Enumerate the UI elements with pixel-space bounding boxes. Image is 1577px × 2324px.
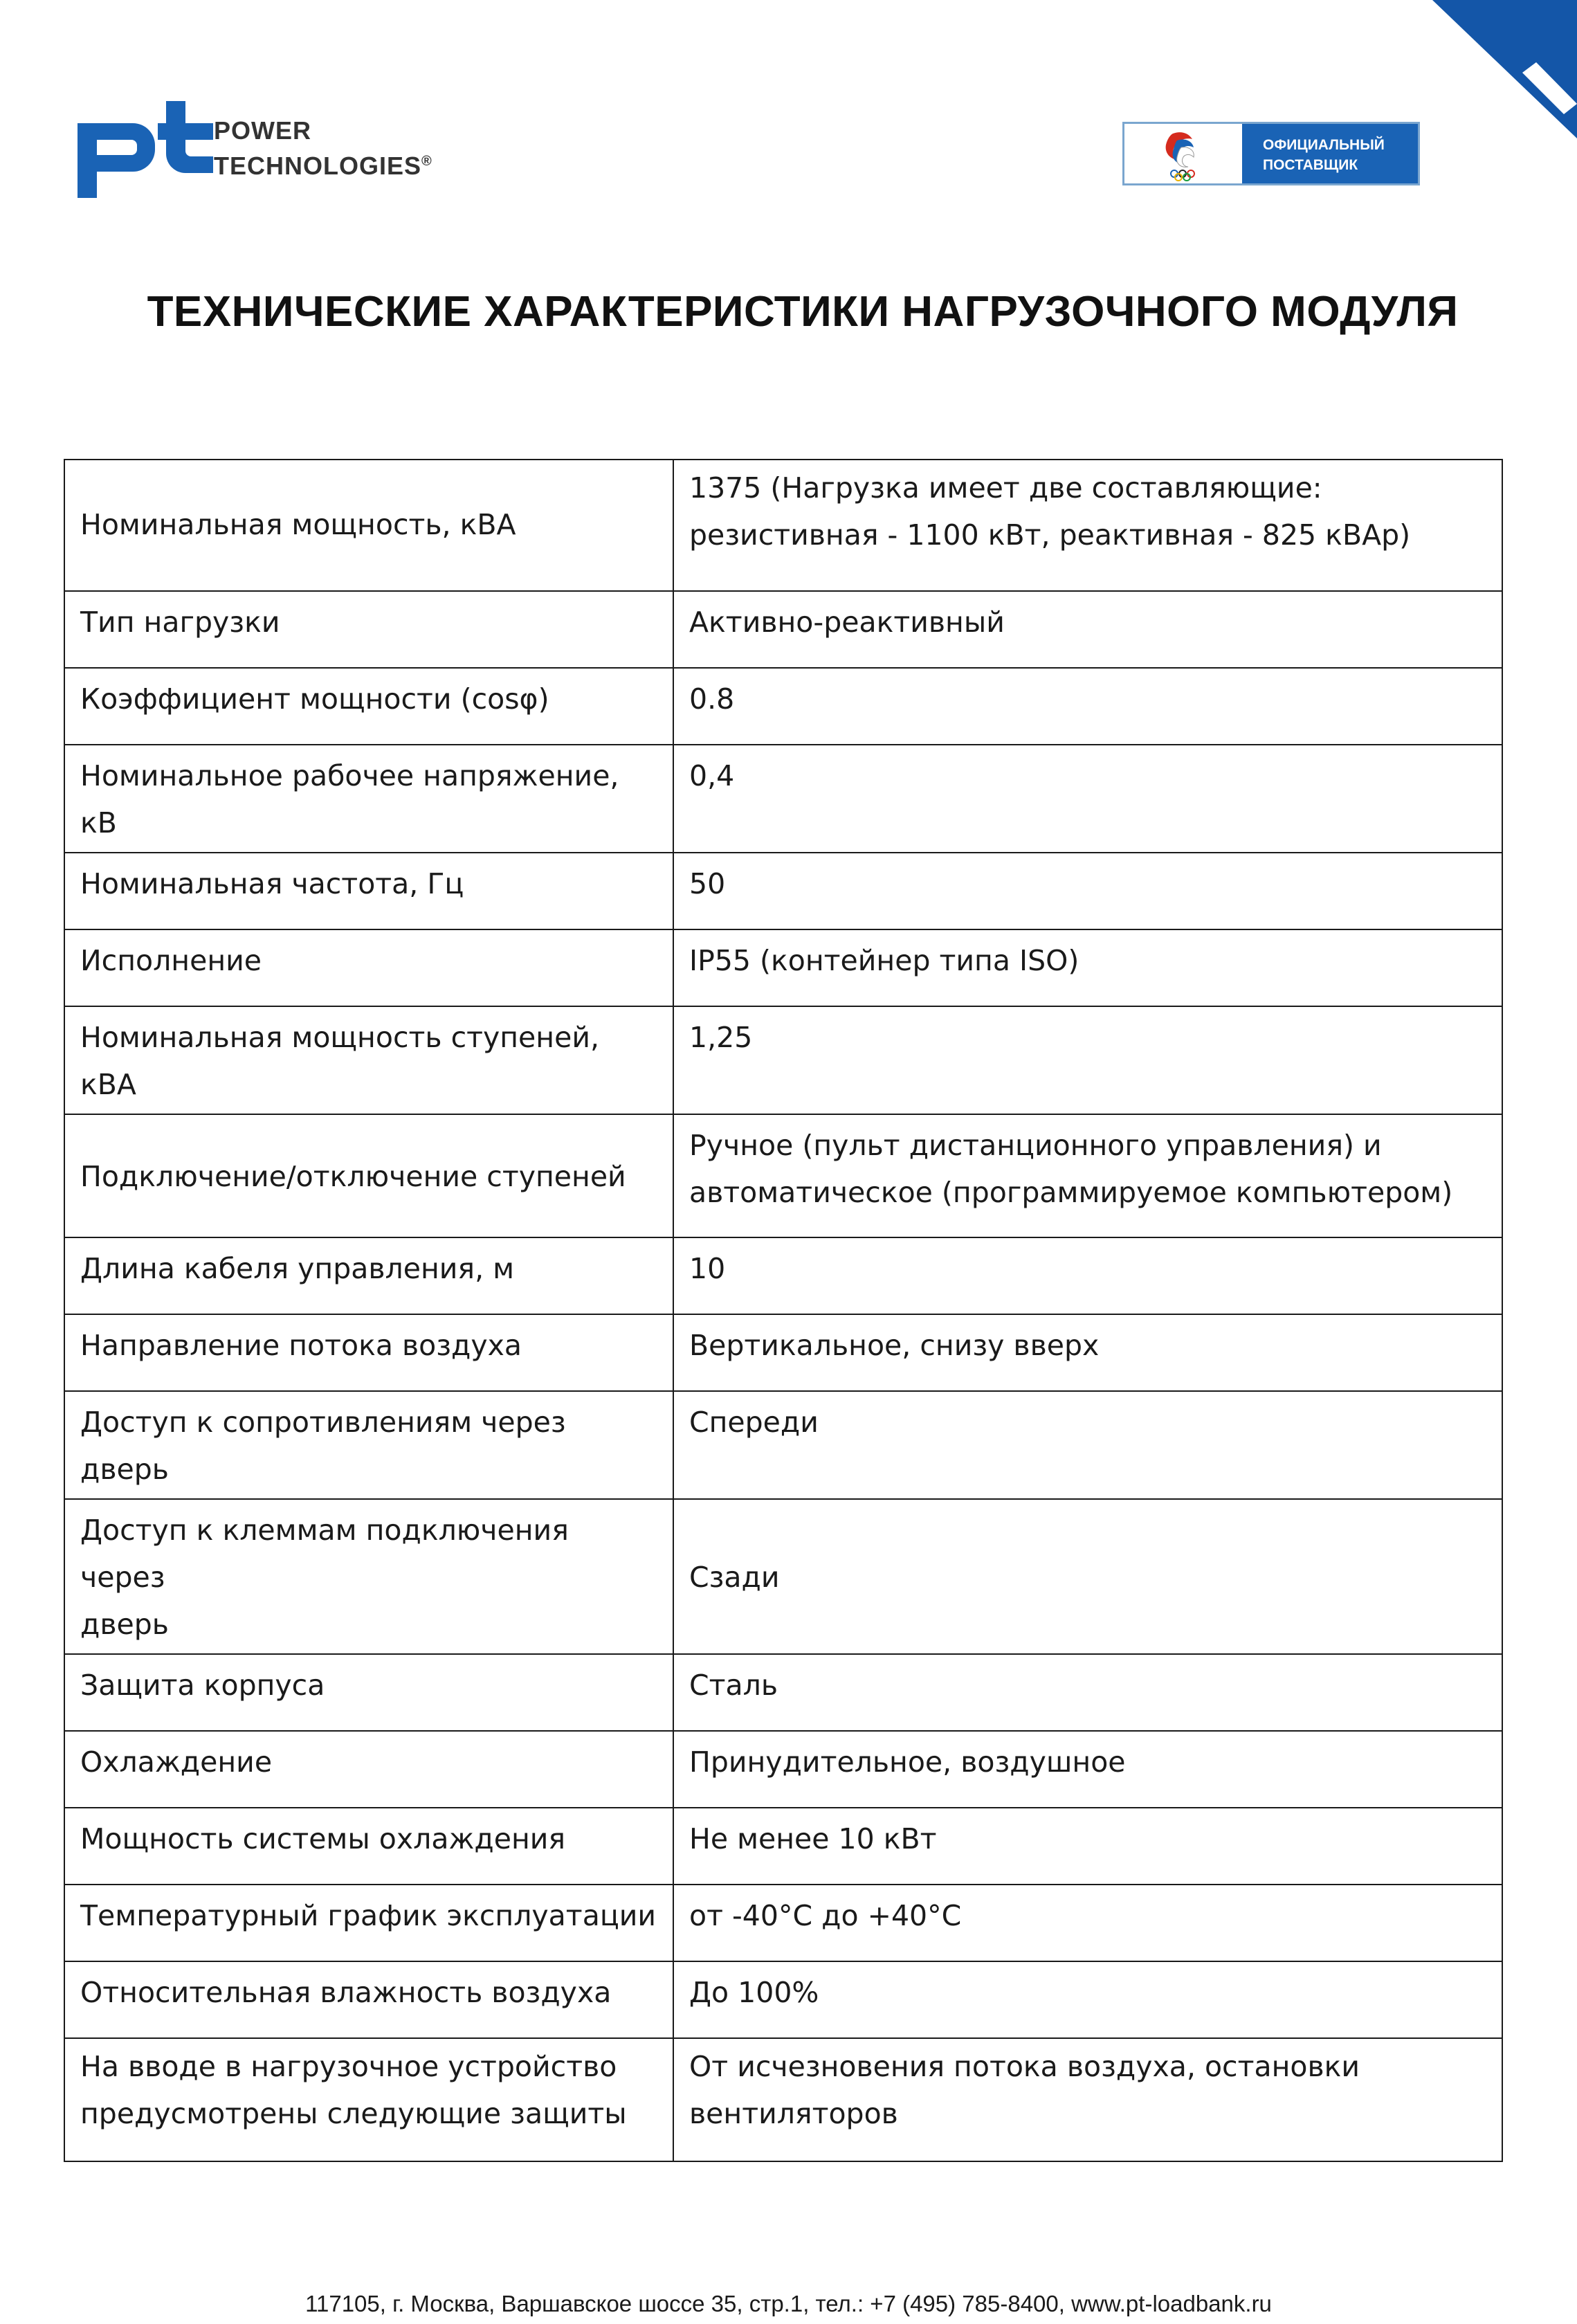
value-cell: 1,25: [673, 1006, 1502, 1114]
param-cell: Доступ к сопротивлениям через дверь: [64, 1391, 673, 1499]
table-row: [64, 668, 1502, 745]
value-line: Ручное (пульт дистанционного управления) и: [689, 1129, 1382, 1162]
table-row: [64, 745, 1502, 853]
value-cell: 0.8: [673, 668, 1502, 745]
value-cell: [673, 1114, 1502, 1237]
table-row: [64, 1499, 1502, 1654]
value-line: От исчезновения потока воздуха, остановки: [689, 2050, 1360, 2083]
param-cell: Номинальная частота, Гц: [64, 853, 673, 929]
value-cell: [673, 2038, 1502, 2161]
param-cell: Охлаждение: [64, 1731, 673, 1808]
param-cell: Температурный график эксплуатации: [64, 1885, 673, 1961]
table-row: [64, 1237, 1502, 1314]
param-cell: Мощность системы охлаждения: [64, 1808, 673, 1885]
table-row: [64, 853, 1502, 929]
table-row: [64, 1654, 1502, 1731]
table-row: [64, 1114, 1502, 1237]
value-line: резистивная - 1100 кВт, реактивная - 825 кВАр): [689, 518, 1411, 552]
value-cell: Спереди: [673, 1391, 1502, 1499]
logo-line-technologies: TECHNOLOGIES®: [214, 152, 432, 180]
badge-line-supplier: ПОСТАВЩИК: [1263, 157, 1358, 173]
corner-decoration: [1432, 0, 1577, 145]
value-cell: Принудительное, воздушное: [673, 1731, 1502, 1808]
value-cell: Вертикальное, снизу вверх: [673, 1314, 1502, 1391]
param-line: Доступ к клеммам подключения через: [80, 1514, 569, 1594]
value-cell: Сталь: [673, 1654, 1502, 1731]
official-supplier-badge: [1122, 122, 1420, 185]
param-cell: Относительная влажность воздуха: [64, 1961, 673, 2038]
table-row: [64, 2038, 1502, 2161]
document-title: ТЕХНИЧЕСКИЕ ХАРАКТЕРИСТИКИ НАГРУЗОЧНОГО МОДУЛЯ: [147, 288, 1459, 336]
value-cell: IP55 (контейнер типа ISO): [673, 929, 1502, 1006]
table-row: [64, 1391, 1502, 1499]
value-line: автоматическое (программируемое компьютером): [689, 1176, 1453, 1209]
value-cell: от -40°С до +40°С: [673, 1885, 1502, 1961]
specifications-table: [64, 459, 1503, 2162]
param-cell: [64, 1499, 673, 1654]
value-line: 1375 (Нагрузка имеет две составляющие:: [689, 471, 1322, 505]
param-line: На вводе в нагрузочное устройство: [80, 2050, 617, 2083]
param-cell: Коэффициент мощности (cosφ): [64, 668, 673, 745]
param-cell: Номинальная мощность, кВА: [64, 460, 673, 591]
table-row: [64, 1885, 1502, 1961]
badge-caption: [1242, 124, 1418, 183]
pt-logo-icon: [78, 101, 216, 198]
param-cell: Подключение/отключение ступеней: [64, 1114, 673, 1237]
value-cell: До 100%: [673, 1961, 1502, 2038]
value-cell: 0,4: [673, 745, 1502, 853]
olympic-committee-emblem-icon: [1124, 124, 1242, 183]
param-cell: [64, 2038, 673, 2161]
value-cell: Сзади: [673, 1499, 1502, 1654]
badge-line-official: ОФИЦИАЛЬНЫЙ: [1263, 137, 1385, 153]
logo-line-power: POWER: [214, 116, 312, 145]
table-row: [64, 591, 1502, 668]
param-cell: Исполнение: [64, 929, 673, 1006]
table-row: [64, 1808, 1502, 1885]
param-line: предусмотрены следующие защиты: [80, 2097, 627, 2130]
registered-mark: ®: [421, 154, 432, 169]
param-cell: Номинальное рабочее напряжение, кВ: [64, 745, 673, 853]
value-cell: Активно-реактивный: [673, 591, 1502, 668]
value-line: вентиляторов: [689, 2097, 898, 2130]
table-row: [64, 460, 1502, 591]
param-cell: Номинальная мощность ступеней, кВА: [64, 1006, 673, 1114]
company-logo: [78, 101, 472, 198]
param-cell: Направление потока воздуха: [64, 1314, 673, 1391]
param-line: дверь: [80, 1608, 169, 1641]
param-cell: Защита корпуса: [64, 1654, 673, 1731]
table-row: [64, 929, 1502, 1006]
table-row: [64, 1961, 1502, 2038]
footer-contact-info: 117105, г. Москва, Варшавское шоссе 35, стр.1, тел.: +7 (495) 785-8400, www.pt-loadbank.ru: [305, 2291, 1272, 2316]
param-cell: Длина кабеля управления, м: [64, 1237, 673, 1314]
value-cell: [673, 460, 1502, 591]
value-cell: 10: [673, 1237, 1502, 1314]
value-cell: Не менее 10 кВт: [673, 1808, 1502, 1885]
table-row: [64, 1731, 1502, 1808]
table-row: [64, 1006, 1502, 1114]
logo-wordmark: [214, 115, 432, 181]
value-cell: 50: [673, 853, 1502, 929]
param-cell: Тип нагрузки: [64, 591, 673, 668]
table-row: [64, 1314, 1502, 1391]
